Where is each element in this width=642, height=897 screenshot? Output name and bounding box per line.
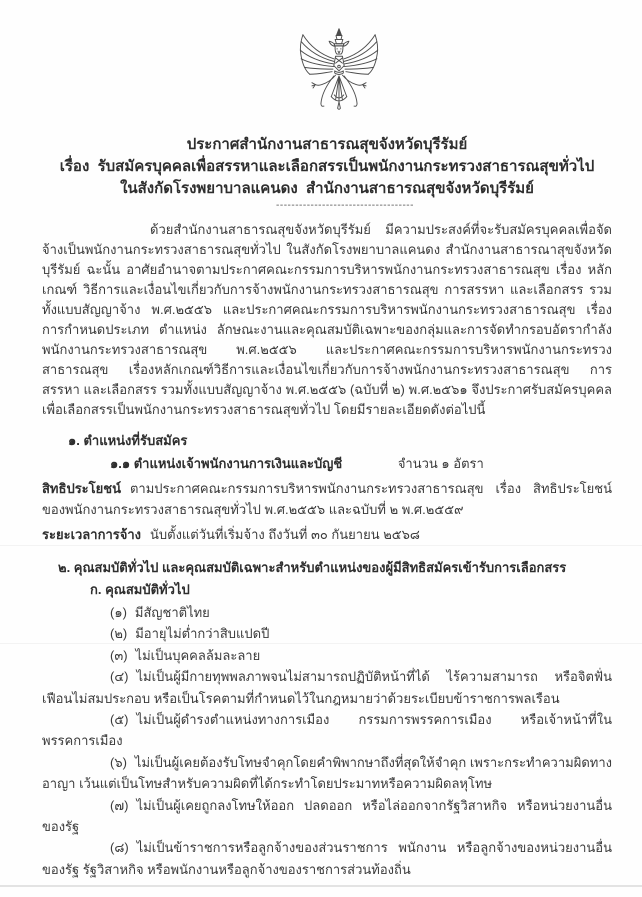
item-text: มีสัญชาติไทย xyxy=(134,605,210,620)
section1-heading: ๑. ตำแหน่งที่รับสมัคร xyxy=(68,433,188,448)
intro-paragraph: ด้วยสำนักงานสาธารณสุขจังหวัดบุรีรัมย์ มีความประสงค์ที่จะรับสมัครบุคคลเพื่อจัดจ้างเป็นพนักงานกระทรวงสาธารณสุขทั่วไป ในสังกัดโรงพยาบาลแคนดง สำนักงานสาธารณาสุขจังหวัดบุรีรัมย์ ฉะนั้น อาศัยอำนาจตามประกาศคณะกรรมการบริหารพนักงานกระทรวงสาธารณสุข เรื่อง หลักเกณฑ์ วิธีการและเงื่อนไขเกี่ยวกับการจ้างพนักงานกระทรวงสาธารณสุข การสรรหา และเลือกสรร รวมทั้งแบบสัญญาจ้าง พ.ศ.๒๕๕๖ และประกาศคณะกรรมการบริหารพนักงานกระทรวงสาธารณสุข เรื่อง การกำหนดประเภท ตำแหน่ง ลักษณะงานและคุณสมบัติเฉพาะของกลุ่มและการจัดทำกรอบอัตรากำลังพนักงานกระทรวงสาธารณสุข พ.ศ.๒๕๕๖ และประกาศคณะกรรมการบริหารพนักงานกระทรวงสาธารณสุข เรื่องหลักเกณฑ์วิธีการและเงื่อนไขเกี่ยวกับการจ้างพนักงานกระทรวงสาธารณสุข การสรรหา และเลือกสรร รวมทั้งแบบสัญญาจ้าง พ.ศ.๒๕๕๖ (ฉบับที่ ๒) พ.ศ.๒๕๖๑ จึงประกาศรับสมัครบุคคล เพื่อเลือกสรรเป็นพนักงานกระทรวงสาธารณสุขทั่วไป โดยมีรายละเอียดดังต่อไปนี้ xyxy=(42,222,612,417)
benefits-label: สิทธิประโยชน์ xyxy=(42,481,121,496)
item-text: ไม่เป็นผู้ดำรงตำแหน่งทางการเมือง กรรมการพรรคการเมือง หรือเจ้าหน้าที่ในพรรคการเมือง xyxy=(42,712,612,749)
qualification-item-8 xyxy=(42,837,612,880)
item-number: (๒) xyxy=(110,626,128,642)
item-text: ไม่เป็นข้าราชการหรือลูกจ้างของส่วนราชการ พนักงาน หรือลูกจ้างของหน่วยงานอื่นของรัฐ รัฐวิสาหกิจ หรือพนักงานหรือลูกจ้างของราชการส่วนท้องถิ่น xyxy=(42,840,612,877)
item-number: (๕) xyxy=(110,712,129,728)
duration-paragraph xyxy=(42,524,612,545)
document-title-block xyxy=(42,134,612,200)
scan-artifact-line xyxy=(0,885,642,887)
section2-subheading: ก. คุณสมบัติทั่วไป xyxy=(90,582,190,597)
qualification-list xyxy=(42,602,612,880)
benefits-paragraph xyxy=(42,478,612,520)
item-number: (๗) xyxy=(110,797,129,813)
item-text: ไม่เป็นบุคคลล้มละลาย xyxy=(135,647,261,663)
qualification-item-3 xyxy=(42,645,612,666)
title-line-2: เรื่อง รับสมัครบุคคลเพื่อสรรหาและเลือกสรรเป็นพนักงานกระทรวงสาธารณสุขทั่วไป xyxy=(59,158,595,175)
qualification-item-2 xyxy=(42,623,612,644)
item-number: (๑) xyxy=(110,605,127,620)
position-line xyxy=(42,453,612,474)
qualification-item-5 xyxy=(42,709,612,752)
duration-text: นับตั้งแต่วันที่เริ่มจ้าง ถึงวันที่ ๓๐ กันยายน ๒๕๖๘ xyxy=(150,527,420,542)
item-text: ไม่เป็นผู้เคยถูกลงโทษให้ออก ปลดออก หรือไล่ออกจากรัฐวิสาหกิจ หรือหน่วยงานอื่นของรัฐ xyxy=(42,797,612,835)
item-number: (๓) xyxy=(110,647,128,663)
title-line-1: ประกาศสำนักงานสาธารณสุขจังหวัดบุรีรัมย์ xyxy=(186,136,468,153)
emblem-container xyxy=(42,27,612,130)
garuda-emblem-icon xyxy=(296,27,382,125)
dashed-divider: ------------------------------------ xyxy=(276,200,414,211)
item-number: (๘) xyxy=(110,840,129,856)
qualification-item-7 xyxy=(42,795,612,838)
item-number: (๖) xyxy=(110,754,127,770)
position-quantity: จำนวน ๑ อัตรา xyxy=(397,456,484,471)
duration-label: ระยะเวลาการจ้าง xyxy=(42,527,141,542)
item-number: (๔) xyxy=(110,669,129,685)
section2-heading: ๒. คุณสมบัติทั่วไป และคุณสมบัติเฉพาะสำหรับตำแหน่งของผู้มีสิทธิสมัครเข้ารับการเลือกสรร xyxy=(58,560,567,575)
scan-artifact-line xyxy=(0,545,642,546)
item-text: ไม่เป็นผู้มีกายทุพพลภาพจนไม่สามารถปฏิบัติหน้าที่ได้ ไร้ความสามารถ หรือจิตฟั่นเฟือนไม่สมประกอบ หรือเป็นโรคตามที่กำหนดไว้ในกฎหมายว่าด้วยระเบียบข้าราชการพลเรือน xyxy=(42,669,612,706)
qualification-item-4 xyxy=(42,666,612,709)
qualification-item-1 xyxy=(42,602,612,623)
item-text: มีอายุไม่ต่ำกว่าสิบแปดปี xyxy=(135,626,270,642)
item-text: ไม่เป็นผู้เคยต้องรับโทษจำคุกโดยคำพิพากษาถึงที่สุดให้จำคุก เพราะกระทำความผิดทางอาญา เว้นแต่เป็นโทษสำหรับความผิดที่ได้กระทำโดยประมาทหรือความผิดลหุโทษ xyxy=(42,754,612,792)
position-name: ๑.๑ ตำแหน่งเจ้าพนักงานการเงินและบัญชี xyxy=(110,456,343,471)
qualification-item-6 xyxy=(42,752,612,795)
title-line-3: ในสังกัดโรงพยาบาลแคนดง สำนักงานสาธารณสุขจังหวัดบุรีรัมย์ xyxy=(120,180,534,197)
benefits-text: ตามประกาศคณะกรรมการบริหารพนักงานกระทรวงสาธารณสุข เรื่อง สิทธิประโยชน์ของพนักงานกระทรวงสาธารณสุขทั่วไป พ.ศ.๒๕๕๖ และฉบับที่ ๒ พ.ศ.๒๕๕๙ xyxy=(42,481,612,517)
